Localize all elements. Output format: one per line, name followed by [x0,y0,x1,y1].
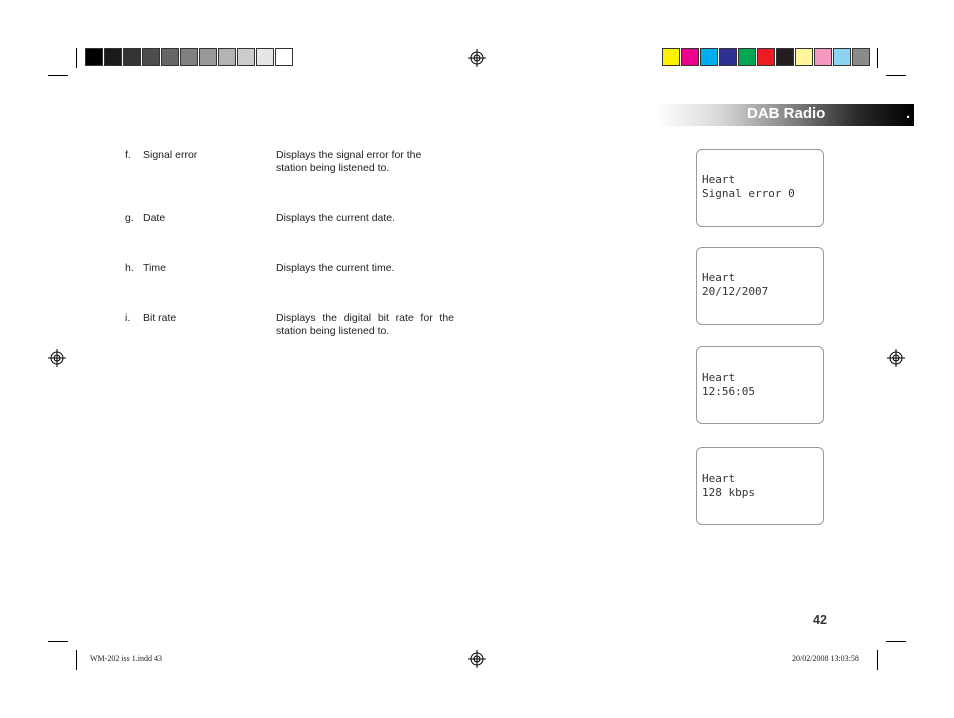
item-letter: f. [125,149,131,161]
grayscale-color-bar [85,48,294,66]
page-number: 42 [813,613,827,627]
item-description: Displays the signal error for the station being listened to. [276,149,422,174]
color-swatch [795,48,813,66]
color-swatch [700,48,718,66]
registration-mark-icon [887,349,905,367]
slug-timestamp: 20/02/2008 13:03:58 [792,654,859,663]
item-letter: h. [125,262,134,274]
item-letter: i. [125,312,131,324]
registration-mark-icon [48,349,66,367]
section-title: DAB Radio [747,105,826,122]
color-swatch [104,48,122,66]
lcd-line-2: Signal error 0 [702,187,795,200]
color-swatch [814,48,832,66]
lcd-line-2: 12:56:05 [702,385,755,398]
color-swatch [256,48,274,66]
registration-mark-icon [468,49,486,67]
item-description: Displays the current time. [276,262,395,274]
crop-mark [48,75,68,76]
color-swatch [757,48,775,66]
lcd-line-1: Heart [702,173,736,186]
crop-mark [48,641,68,642]
item-letter: g. [125,212,134,224]
crop-mark [76,48,77,68]
lcd-line-2: 20/12/2007 [702,285,769,298]
item-term: Time [143,262,166,274]
lcd-line-1: Heart [702,371,736,384]
slug-file-info: WM-202 iss 1.indd 43 [90,654,162,663]
color-swatch [218,48,236,66]
lcd-line-1: Heart [702,271,736,284]
color-swatch [199,48,217,66]
item-description: Displays the current date. [276,212,396,224]
lcd-display-time [696,346,824,424]
color-swatch [180,48,198,66]
color-swatch [161,48,179,66]
item-description: Displays the digital bit rate for the station being listened to. [276,312,454,337]
crop-mark [877,650,878,670]
section-title-dot: . [906,105,911,122]
color-swatch [662,48,680,66]
color-swatch [275,48,293,66]
lcd-line-2: 128 kbps [702,486,755,499]
color-swatch [776,48,794,66]
color-swatch [738,48,756,66]
lcd-line-1: Heart [702,472,736,485]
color-swatch [833,48,851,66]
color-swatch [142,48,160,66]
color-swatch [123,48,141,66]
color-swatch [719,48,737,66]
lcd-display-signal-error [696,149,824,227]
item-term: Bit rate [143,312,177,324]
color-swatch [681,48,699,66]
crop-mark [886,75,906,76]
item-term: Signal error [143,149,198,161]
item-term: Date [143,212,166,224]
process-color-bar [662,48,871,66]
crop-mark [886,641,906,642]
color-swatch [852,48,870,66]
registration-mark-icon [468,650,486,668]
lcd-display-date [696,247,824,325]
lcd-display-bit-rate [696,447,824,525]
crop-mark [76,650,77,670]
color-swatch [237,48,255,66]
crop-mark [877,48,878,68]
color-swatch [85,48,103,66]
